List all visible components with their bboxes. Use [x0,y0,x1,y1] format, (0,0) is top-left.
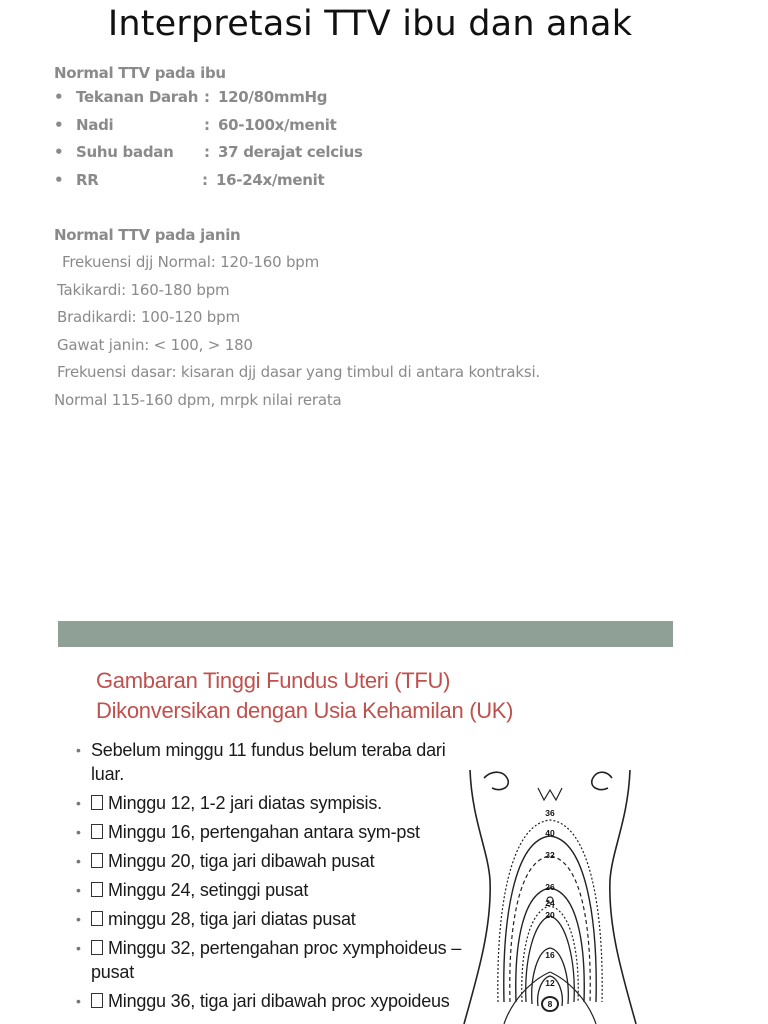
ibu-item-value: 60-100x/menit [218,115,337,134]
bullet-icon: • [76,940,81,956]
tfu-label: 40 [545,828,555,838]
colon: : [204,143,210,161]
ibu-item-value: 16-24x/menit [216,170,325,189]
bullet-icon: • [76,795,81,811]
checkbox-glyph-icon [91,824,103,839]
tfu-title [96,666,656,726]
ibu-item-label: RR [76,170,99,189]
ibu-item-suhu [54,139,734,167]
ibu-heading: Normal TTV pada ibu [54,64,226,82]
tfu-label: 16 [545,950,555,960]
janin-heading: Normal TTV pada janin [54,226,241,244]
list-item [76,738,466,786]
ibu-item-label: Suhu badan [76,143,174,161]
ibu-item-label: Nadi [76,115,114,134]
list-item-text: Minggu 32, pertengahan proc xymphoideus – pusat [91,938,462,982]
colon: : [204,88,210,106]
tfu-label: 26 [545,882,555,892]
tfu-label: 36 [545,808,555,818]
slide-header-bar [58,621,673,647]
list-item-text: minggu 28, tiga jari diatas pusat [108,909,356,929]
tfu-title-line: Dikonversikan dengan Usia Kehamilan (UK) [96,698,514,723]
bullet-icon: • [76,882,81,898]
list-item-text: Minggu 36, tiga jari dibawah proc xypoideus [108,991,450,1011]
bullet-icon: • [76,824,81,840]
checkbox-glyph-icon [91,911,103,926]
ibu-item-value: 37 derajat celcius [218,143,363,161]
janin-line: Frekuensi djj Normal: 120-160 bpm [62,253,320,271]
checkbox-glyph-icon [91,882,103,897]
list-item [76,936,466,984]
list-item-text: Minggu 16, pertengahan antara sym-pst [108,822,420,842]
tfu-list [76,738,466,1018]
list-item [76,989,466,1013]
list-item-text: Minggu 20, tiga jari dibawah pusat [108,851,375,871]
list-item-text: Minggu 12, 1-2 jari diatas sympisis. [108,793,382,813]
page-title: Interpretasi TTV ibu dan anak [107,4,633,44]
janin-line: Normal 115-160 dpm, mrpk nilai rerata [54,390,342,409]
list-item [76,849,466,873]
list-item [76,791,466,815]
fundus-height-illustration [452,740,652,1024]
checkbox-glyph-icon [91,940,103,955]
bullet-icon: • [54,170,64,189]
janin-line: Frekuensi dasar: kisaran djj dasar yang timbul di antara kontraksi. [57,363,540,381]
bullet-icon: • [76,911,81,927]
tfu-label: 20 [545,910,555,920]
ibu-item-rr [54,167,734,195]
list-item-text: Sebelum minggu 11 fundus belum teraba dari luar. [91,740,446,784]
bullet-icon: • [76,853,81,869]
checkbox-glyph-icon [91,993,103,1008]
bullet-icon: • [54,143,64,161]
list-item [76,907,466,931]
tfu-label: 32 [545,850,555,860]
list-item [76,878,466,902]
checkbox-glyph-icon [91,853,103,868]
ibu-item-tekanan-darah [54,84,734,112]
ttv-section [54,62,734,414]
tfu-label: 24 [545,898,555,908]
checkbox-glyph-icon [91,795,103,810]
tfu-label: 8 [547,999,553,1009]
list-item-text: Minggu 24, setinggi pusat [108,880,309,900]
tfu-title-line: Gambaran Tinggi Fundus Uteri (TFU) [96,668,451,693]
janin-line: Gawat janin: < 100, > 180 [57,335,253,354]
ibu-item-label: Tekanan Darah [76,88,199,106]
colon: : [204,115,210,134]
bullet-icon: • [76,993,81,1009]
janin-line: Takikardi: 160-180 bpm [57,280,230,299]
ibu-item-nadi [54,112,734,140]
bullet-icon: • [54,88,64,106]
janin-line: Bradikardi: 100-120 bpm [57,308,240,326]
bullet-icon: • [54,115,64,134]
colon: : [202,170,208,189]
tfu-label: 12 [545,978,555,988]
ibu-item-value: 120/80mmHg [218,88,328,106]
list-item [76,820,466,844]
bullet-icon: • [76,742,81,758]
